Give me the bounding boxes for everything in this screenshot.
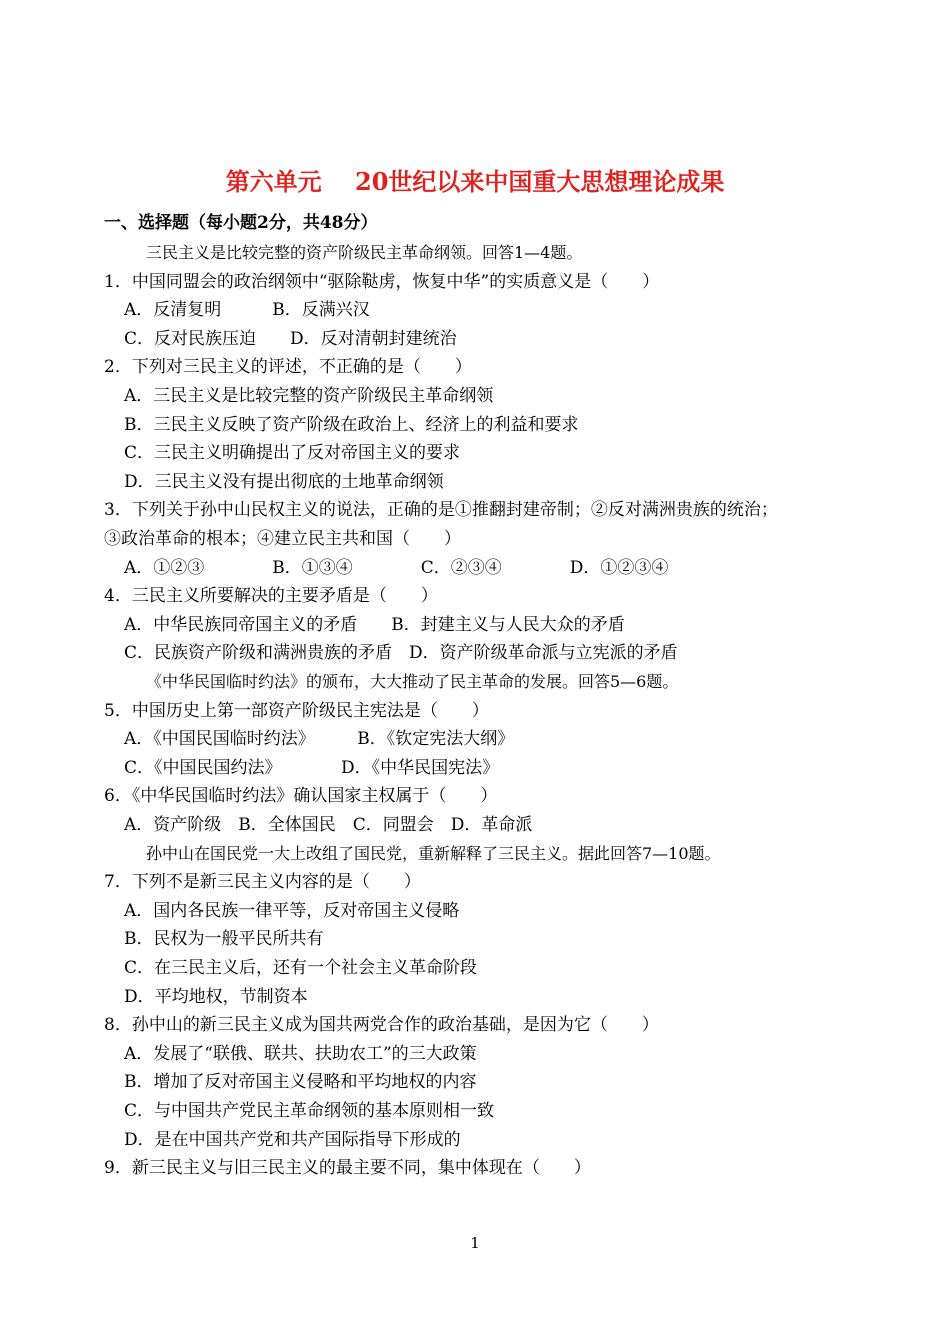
answer-options: C．在三民主义后，还有一个社会主义革命阶段 <box>124 958 478 978</box>
passage-text: 三民主义是比较完整的资产阶级民主革命纲领。回答1—4题。 <box>146 243 583 262</box>
question-stem: 1．中国同盟会的政治纲领中“驱除鞑虏，恢复中华”的实质意义是（ ） <box>104 271 660 292</box>
answer-options: B．民权为一般平民所共有 <box>124 929 324 950</box>
answer-options: D．平均地权，节制资本 <box>124 986 308 1007</box>
question-stem: 8．孙中山的新三民主义成为国共两党合作的政治基础，是因为它（ ） <box>104 1015 659 1036</box>
question-stem: 6．《中华民国临时约法》确认国家主权属于（ ） <box>104 786 498 807</box>
page-title: 第六单元 20世纪以来中国重大思想理论成果 <box>225 167 725 196</box>
answer-options: A．①②③ B．①③④ C．②③④ D．①②③④ <box>124 557 669 578</box>
answer-options: D．是在中国共产党和共产国际指导下形成的 <box>124 1129 461 1150</box>
question-stem-continued: ③政治革命的根本；④建立民主共和国（ ） <box>104 529 461 549</box>
answer-options: C．三民主义明确提出了反对帝国主义的要求 <box>124 443 461 464</box>
question-stem: 5．中国历史上第一部资产阶级民主宪法是（ ） <box>104 700 489 721</box>
answer-options: A．三民主义是比较完整的资产阶级民主革命纲领 <box>124 386 494 406</box>
answer-options: A．反清复明 B．反满兴汉 <box>124 300 370 321</box>
section-heading: 一、选择题（每小题2分，共48分） <box>104 213 378 233</box>
passage-text: 孙中山在国民党一大上改组了国民党，重新解释了三民主义。据此回答7—10题。 <box>146 843 721 863</box>
question-stem: 3．下列关于孙中山民权主义的说法，正确的是①推翻封建帝制；②反对满洲贵族的统治； <box>104 500 778 521</box>
answer-options: A．中华民族同帝国主义的矛盾 B．封建主义与人民大众的矛盾 <box>124 614 625 635</box>
answer-options: A．发展了“联俄、联共、扶助农工”的三大政策 <box>124 1043 477 1064</box>
question-stem: 7．下列不是新三民主义内容的是（ ） <box>104 872 421 893</box>
answer-options: C．《中国民国约法》 D．《中华民国宪法》 <box>124 757 500 778</box>
answer-options: A．《中国民国临时约法》 B．《钦定宪法大纲》 <box>124 729 515 750</box>
question-stem: 9．新三民主义与旧三民主义的最主要不同，集中体现在（ ） <box>104 1158 591 1179</box>
answer-options: D．三民主义没有提出彻底的土地革命纲领 <box>124 471 444 492</box>
answer-options: C．民族资产阶级和满洲贵族的矛盾 D．资产阶级革命派与立宪派的矛盾 <box>124 643 678 664</box>
answer-options: B．增加了反对帝国主义侵略和平均地权的内容 <box>124 1072 477 1093</box>
passage-text: 《中华民国临时约法》的颁布，大大推动了民主革命的发展。回答5—6题。 <box>146 672 679 691</box>
question-stem: 4．三民主义所要解决的主要矛盾是（ ） <box>104 586 438 607</box>
answer-options: B．三民主义反映了资产阶级在政治上、经济上的利益和要求 <box>124 414 579 435</box>
answer-options: C．与中国共产党民主革命纲领的基本原则相一致 <box>124 1101 495 1121</box>
question-stem: 2．下列对三民主义的评述，不正确的是（ ） <box>104 357 472 378</box>
answer-options: C．反对民族压迫 D．反对清朝封建统治 <box>124 328 457 349</box>
page-number: 1 <box>470 1234 480 1252</box>
answer-options: A．资产阶级 B．全体国民 C．同盟会 D．革命派 <box>124 815 533 835</box>
answer-options: A．国内各民族一律平等，反对帝国主义侵略 <box>124 900 460 921</box>
